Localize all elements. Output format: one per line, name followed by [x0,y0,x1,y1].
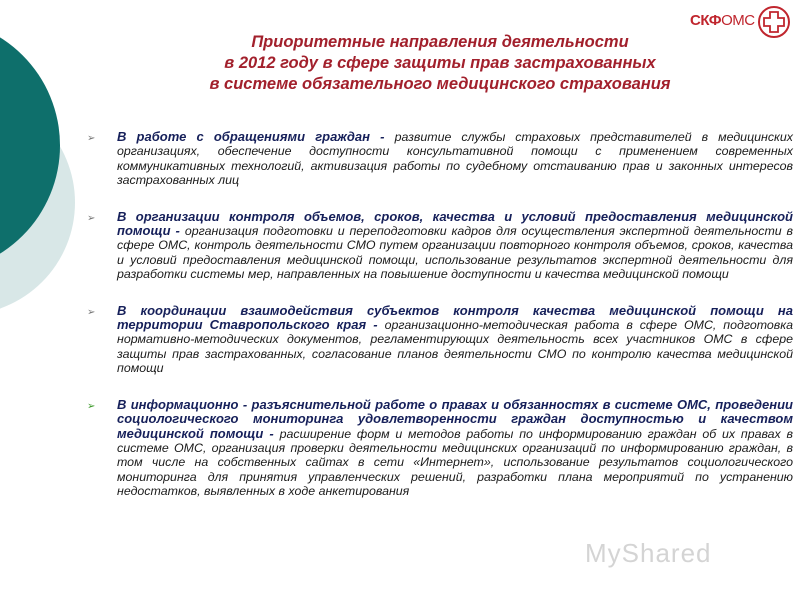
list-item [87,130,793,188]
list-item [87,398,793,499]
item-lead: В работе с обращениями граждан - [117,129,395,144]
medical-cross-icon [756,4,792,40]
bullet-arrow-icon: ➢ [87,400,96,412]
bullet-arrow-icon: ➢ [87,133,96,144]
item-text: организация подготовки и переподготовки кадров для осуществления экспертной деятельности в сфере ОМС, контроль деятельности СМО путем организации повторного контроля объемов, сроков, качества и условий предоставления медицинской помощи, использование результатов экспертной деятельности для разработки системы мер, направленных на повышение доступности и качества медицинской помощи [117,224,793,282]
title-line-3: в системе обязательного медицинского страхования [209,75,671,93]
logo-text [690,12,755,29]
list-item [87,210,793,282]
item-text: развитие службы страховых представителей в медицинских организациях, обеспечение доступности консультативной помощи с применением современных коммуникативных технологий, активизация работы по судебному отстаиванию прав и законных интересов застрахованных лиц [117,130,793,188]
watermark: MyShared [585,538,712,568]
title-line-1: Приоритетные направления деятельности [251,33,629,51]
item-lead: В организации контроля объемов, сроков, качества и условий предоставления медицинской помощи - [117,208,793,239]
bullet-list [87,130,793,521]
logo-brand-part1: СКФ [690,12,722,29]
slide-title [130,32,750,95]
bullet-arrow-icon: ➢ [87,212,96,224]
bullet-arrow-icon: ➢ [87,306,96,318]
logo-brand-part2: ОМС [721,12,755,29]
item-text: расширение форм и методов работы по информированию граждан об их правах в системе ОМС, организация проверки деятельности медицинских организаций по информированию граждан, в том числе на собственных сайтах в сети «Интернет», использование результатов социологического мониторинга для принятия управленческих решений, разработки плана мероприятий по устранению недостатков, выявленных в ходе анкетирования [117,426,794,499]
item-lead: В координации взаимодействия субъектов контроля качества медицинской помощи на территории Ставропольского края - [117,302,793,333]
item-lead: В информационно - разъяснительной работе о правах и обязанностях в системе ОМС, проведении социологического мониторинга удовлетворенности граждан доступностью и качеством медицинской помощи - [117,396,793,441]
item-text: организационно-методическая работа в сфере ОМС, подготовка нормативно-методических документов, регламентирующих деятельность всех участников ОМС в сфере защиты прав застрахованных, согласование планов деятельности СМО по контролю качества медицинской помощи [117,318,793,376]
title-line-2: в 2012 году в сфере защиты прав застрахованных [224,54,656,72]
list-item [87,304,793,376]
